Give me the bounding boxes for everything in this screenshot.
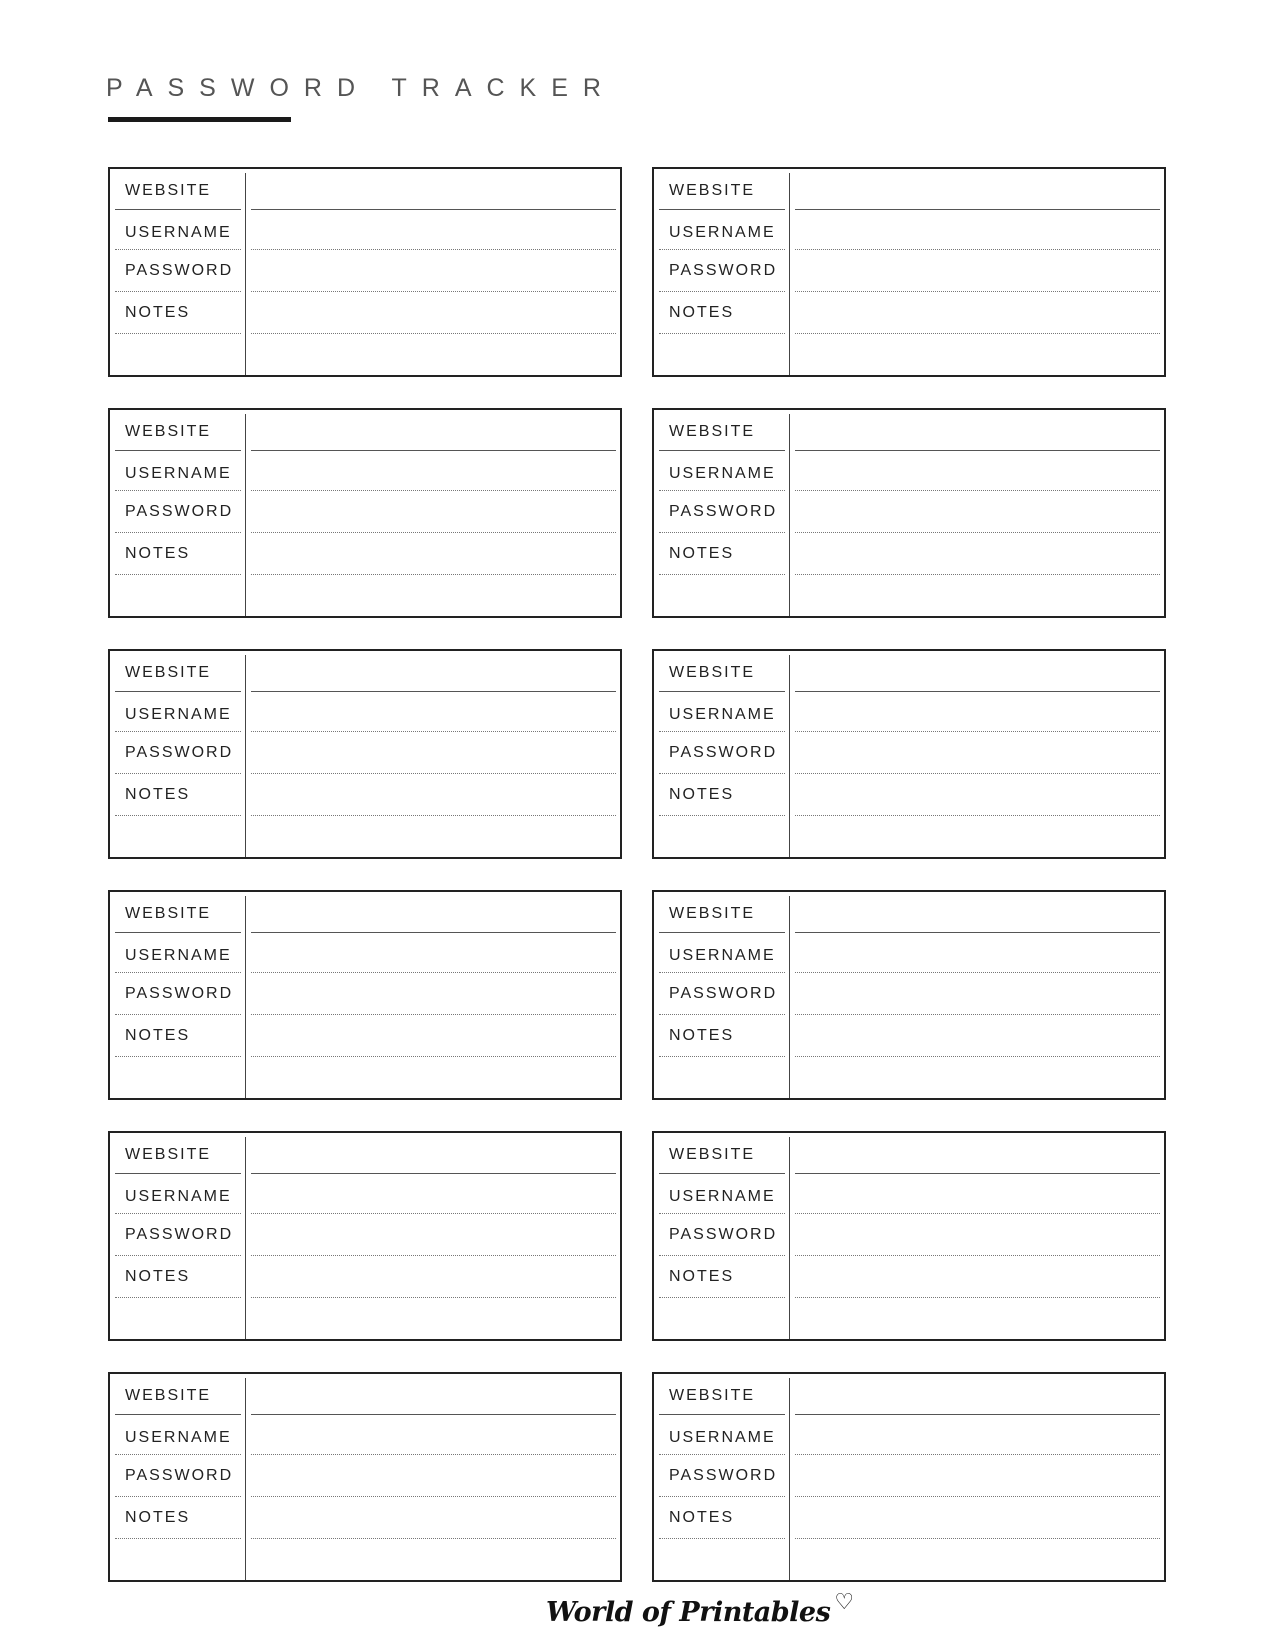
label-rule: [659, 1414, 785, 1415]
label-rule: [659, 490, 785, 491]
website-label: WEBSITE: [125, 1387, 212, 1404]
entry-line[interactable]: [795, 1454, 1160, 1455]
page-title: PASSWORD TRACKER: [106, 74, 616, 102]
label-rule: [115, 1538, 241, 1539]
entry-line[interactable]: [795, 1213, 1160, 1214]
entry-line[interactable]: [251, 1454, 616, 1455]
entry-line[interactable]: [251, 731, 616, 732]
heart-icon: ♡: [834, 1590, 854, 1615]
username-label: USERNAME: [125, 947, 232, 964]
username-label: USERNAME: [669, 1429, 776, 1446]
label-rule: [115, 291, 241, 292]
entry-line[interactable]: [795, 815, 1160, 816]
label-rule: [115, 1014, 241, 1015]
entry-line[interactable]: [795, 532, 1160, 533]
label-rule: [115, 574, 241, 575]
username-label: USERNAME: [125, 224, 232, 241]
label-rule: [659, 773, 785, 774]
column-divider: [789, 1378, 790, 1580]
label-rule: [659, 532, 785, 533]
column-divider: [245, 1137, 246, 1339]
notes-label: NOTES: [669, 1027, 735, 1044]
footer-brand: World of Printables: [546, 1597, 831, 1628]
label-rule: [115, 731, 241, 732]
website-label: WEBSITE: [125, 1146, 212, 1163]
password-label: PASSWORD: [125, 744, 234, 761]
label-rule: [659, 691, 785, 692]
password-label: PASSWORD: [669, 744, 778, 761]
entry-line[interactable]: [251, 1213, 616, 1214]
label-rule: [659, 209, 785, 210]
password-card: [108, 1131, 622, 1341]
entry-line[interactable]: [251, 1538, 616, 1539]
entry-line[interactable]: [251, 450, 616, 451]
label-rule: [115, 1496, 241, 1497]
website-label: WEBSITE: [125, 905, 212, 922]
entry-line[interactable]: [795, 932, 1160, 933]
password-card: [652, 408, 1166, 618]
label-rule: [115, 209, 241, 210]
label-rule: [115, 1297, 241, 1298]
entry-line[interactable]: [795, 249, 1160, 250]
website-label: WEBSITE: [669, 664, 756, 681]
label-rule: [115, 773, 241, 774]
entry-line[interactable]: [251, 1056, 616, 1057]
label-rule: [659, 450, 785, 451]
entry-line[interactable]: [251, 490, 616, 491]
password-card: [108, 408, 622, 618]
label-rule: [115, 1454, 241, 1455]
password-card: [652, 167, 1166, 377]
label-rule: [115, 1173, 241, 1174]
entry-line[interactable]: [795, 574, 1160, 575]
title-underline: [108, 117, 291, 122]
entry-line[interactable]: [795, 1056, 1160, 1057]
website-label: WEBSITE: [669, 1146, 756, 1163]
column-divider: [245, 655, 246, 857]
label-rule: [659, 1014, 785, 1015]
label-rule: [659, 1538, 785, 1539]
label-rule: [659, 972, 785, 973]
footer-logo: [546, 1590, 854, 1628]
entry-line[interactable]: [251, 1255, 616, 1256]
entry-line[interactable]: [795, 691, 1160, 692]
column-divider: [245, 896, 246, 1098]
label-rule: [115, 1414, 241, 1415]
notes-label: NOTES: [125, 786, 191, 803]
entry-line[interactable]: [251, 291, 616, 292]
notes-label: NOTES: [669, 1268, 735, 1285]
username-label: USERNAME: [669, 947, 776, 964]
label-rule: [659, 932, 785, 933]
entry-line[interactable]: [795, 1173, 1160, 1174]
password-label: PASSWORD: [125, 1226, 234, 1243]
column-divider: [245, 173, 246, 375]
website-label: WEBSITE: [669, 905, 756, 922]
username-label: USERNAME: [125, 465, 232, 482]
username-label: USERNAME: [125, 1188, 232, 1205]
website-label: WEBSITE: [125, 182, 212, 199]
password-label: PASSWORD: [669, 985, 778, 1002]
column-divider: [789, 173, 790, 375]
label-rule: [115, 972, 241, 973]
password-label: PASSWORD: [125, 1467, 234, 1484]
label-rule: [115, 450, 241, 451]
entry-line[interactable]: [251, 691, 616, 692]
entry-line[interactable]: [795, 1496, 1160, 1497]
entry-line[interactable]: [251, 333, 616, 334]
password-card: [108, 649, 622, 859]
username-label: USERNAME: [669, 706, 776, 723]
entry-line[interactable]: [795, 1297, 1160, 1298]
notes-label: NOTES: [125, 304, 191, 321]
notes-label: NOTES: [669, 1509, 735, 1526]
notes-label: NOTES: [669, 545, 735, 562]
label-rule: [659, 333, 785, 334]
entry-line[interactable]: [795, 333, 1160, 334]
password-card: [652, 1131, 1166, 1341]
password-label: PASSWORD: [669, 503, 778, 520]
notes-label: NOTES: [125, 1268, 191, 1285]
entry-line[interactable]: [795, 1538, 1160, 1539]
label-rule: [659, 1056, 785, 1057]
entry-line[interactable]: [795, 450, 1160, 451]
username-label: USERNAME: [125, 706, 232, 723]
label-rule: [115, 490, 241, 491]
password-card: [108, 890, 622, 1100]
entry-line[interactable]: [795, 1255, 1160, 1256]
entry-line[interactable]: [251, 249, 616, 250]
entry-line[interactable]: [251, 815, 616, 816]
label-rule: [659, 1173, 785, 1174]
notes-label: NOTES: [669, 786, 735, 803]
label-rule: [115, 1213, 241, 1214]
label-rule: [115, 1056, 241, 1057]
notes-label: NOTES: [669, 304, 735, 321]
website-label: WEBSITE: [669, 182, 756, 199]
entry-line[interactable]: [795, 1414, 1160, 1415]
label-rule: [659, 1255, 785, 1256]
username-label: USERNAME: [669, 224, 776, 241]
password-card: [652, 890, 1166, 1100]
password-card: [652, 1372, 1166, 1582]
password-card: [652, 649, 1166, 859]
website-label: WEBSITE: [669, 423, 756, 440]
label-rule: [659, 1297, 785, 1298]
password-label: PASSWORD: [669, 262, 778, 279]
password-label: PASSWORD: [125, 985, 234, 1002]
entry-line[interactable]: [251, 773, 616, 774]
label-rule: [659, 249, 785, 250]
password-label: PASSWORD: [669, 1226, 778, 1243]
label-rule: [659, 731, 785, 732]
column-divider: [789, 655, 790, 857]
website-label: WEBSITE: [125, 664, 212, 681]
entry-line[interactable]: [251, 209, 616, 210]
entry-line[interactable]: [795, 209, 1160, 210]
label-rule: [115, 691, 241, 692]
label-rule: [659, 291, 785, 292]
entry-line[interactable]: [795, 972, 1160, 973]
entry-line[interactable]: [251, 1297, 616, 1298]
label-rule: [115, 1255, 241, 1256]
website-label: WEBSITE: [125, 423, 212, 440]
website-label: WEBSITE: [669, 1387, 756, 1404]
label-rule: [115, 815, 241, 816]
label-rule: [115, 333, 241, 334]
label-rule: [659, 1213, 785, 1214]
entry-line[interactable]: [795, 291, 1160, 292]
entry-line[interactable]: [795, 731, 1160, 732]
entry-line[interactable]: [795, 1014, 1160, 1015]
label-rule: [659, 815, 785, 816]
entry-line[interactable]: [795, 490, 1160, 491]
notes-label: NOTES: [125, 545, 191, 562]
password-card: [108, 167, 622, 377]
label-rule: [115, 932, 241, 933]
column-divider: [245, 414, 246, 616]
entry-line[interactable]: [251, 972, 616, 973]
entry-line[interactable]: [251, 1496, 616, 1497]
entry-line[interactable]: [251, 532, 616, 533]
label-rule: [659, 1454, 785, 1455]
column-divider: [789, 414, 790, 616]
password-label: PASSWORD: [669, 1467, 778, 1484]
notes-label: NOTES: [125, 1027, 191, 1044]
column-divider: [789, 1137, 790, 1339]
notes-label: NOTES: [125, 1509, 191, 1526]
password-label: PASSWORD: [125, 503, 234, 520]
label-rule: [659, 574, 785, 575]
username-label: USERNAME: [125, 1429, 232, 1446]
entry-line[interactable]: [251, 1414, 616, 1415]
label-rule: [115, 249, 241, 250]
label-rule: [659, 1496, 785, 1497]
password-card: [108, 1372, 622, 1582]
column-divider: [789, 896, 790, 1098]
label-rule: [115, 532, 241, 533]
entry-line[interactable]: [251, 1173, 616, 1174]
entry-line[interactable]: [795, 773, 1160, 774]
username-label: USERNAME: [669, 465, 776, 482]
username-label: USERNAME: [669, 1188, 776, 1205]
password-label: PASSWORD: [125, 262, 234, 279]
entry-line[interactable]: [251, 1014, 616, 1015]
entry-line[interactable]: [251, 574, 616, 575]
column-divider: [245, 1378, 246, 1580]
entry-line[interactable]: [251, 932, 616, 933]
